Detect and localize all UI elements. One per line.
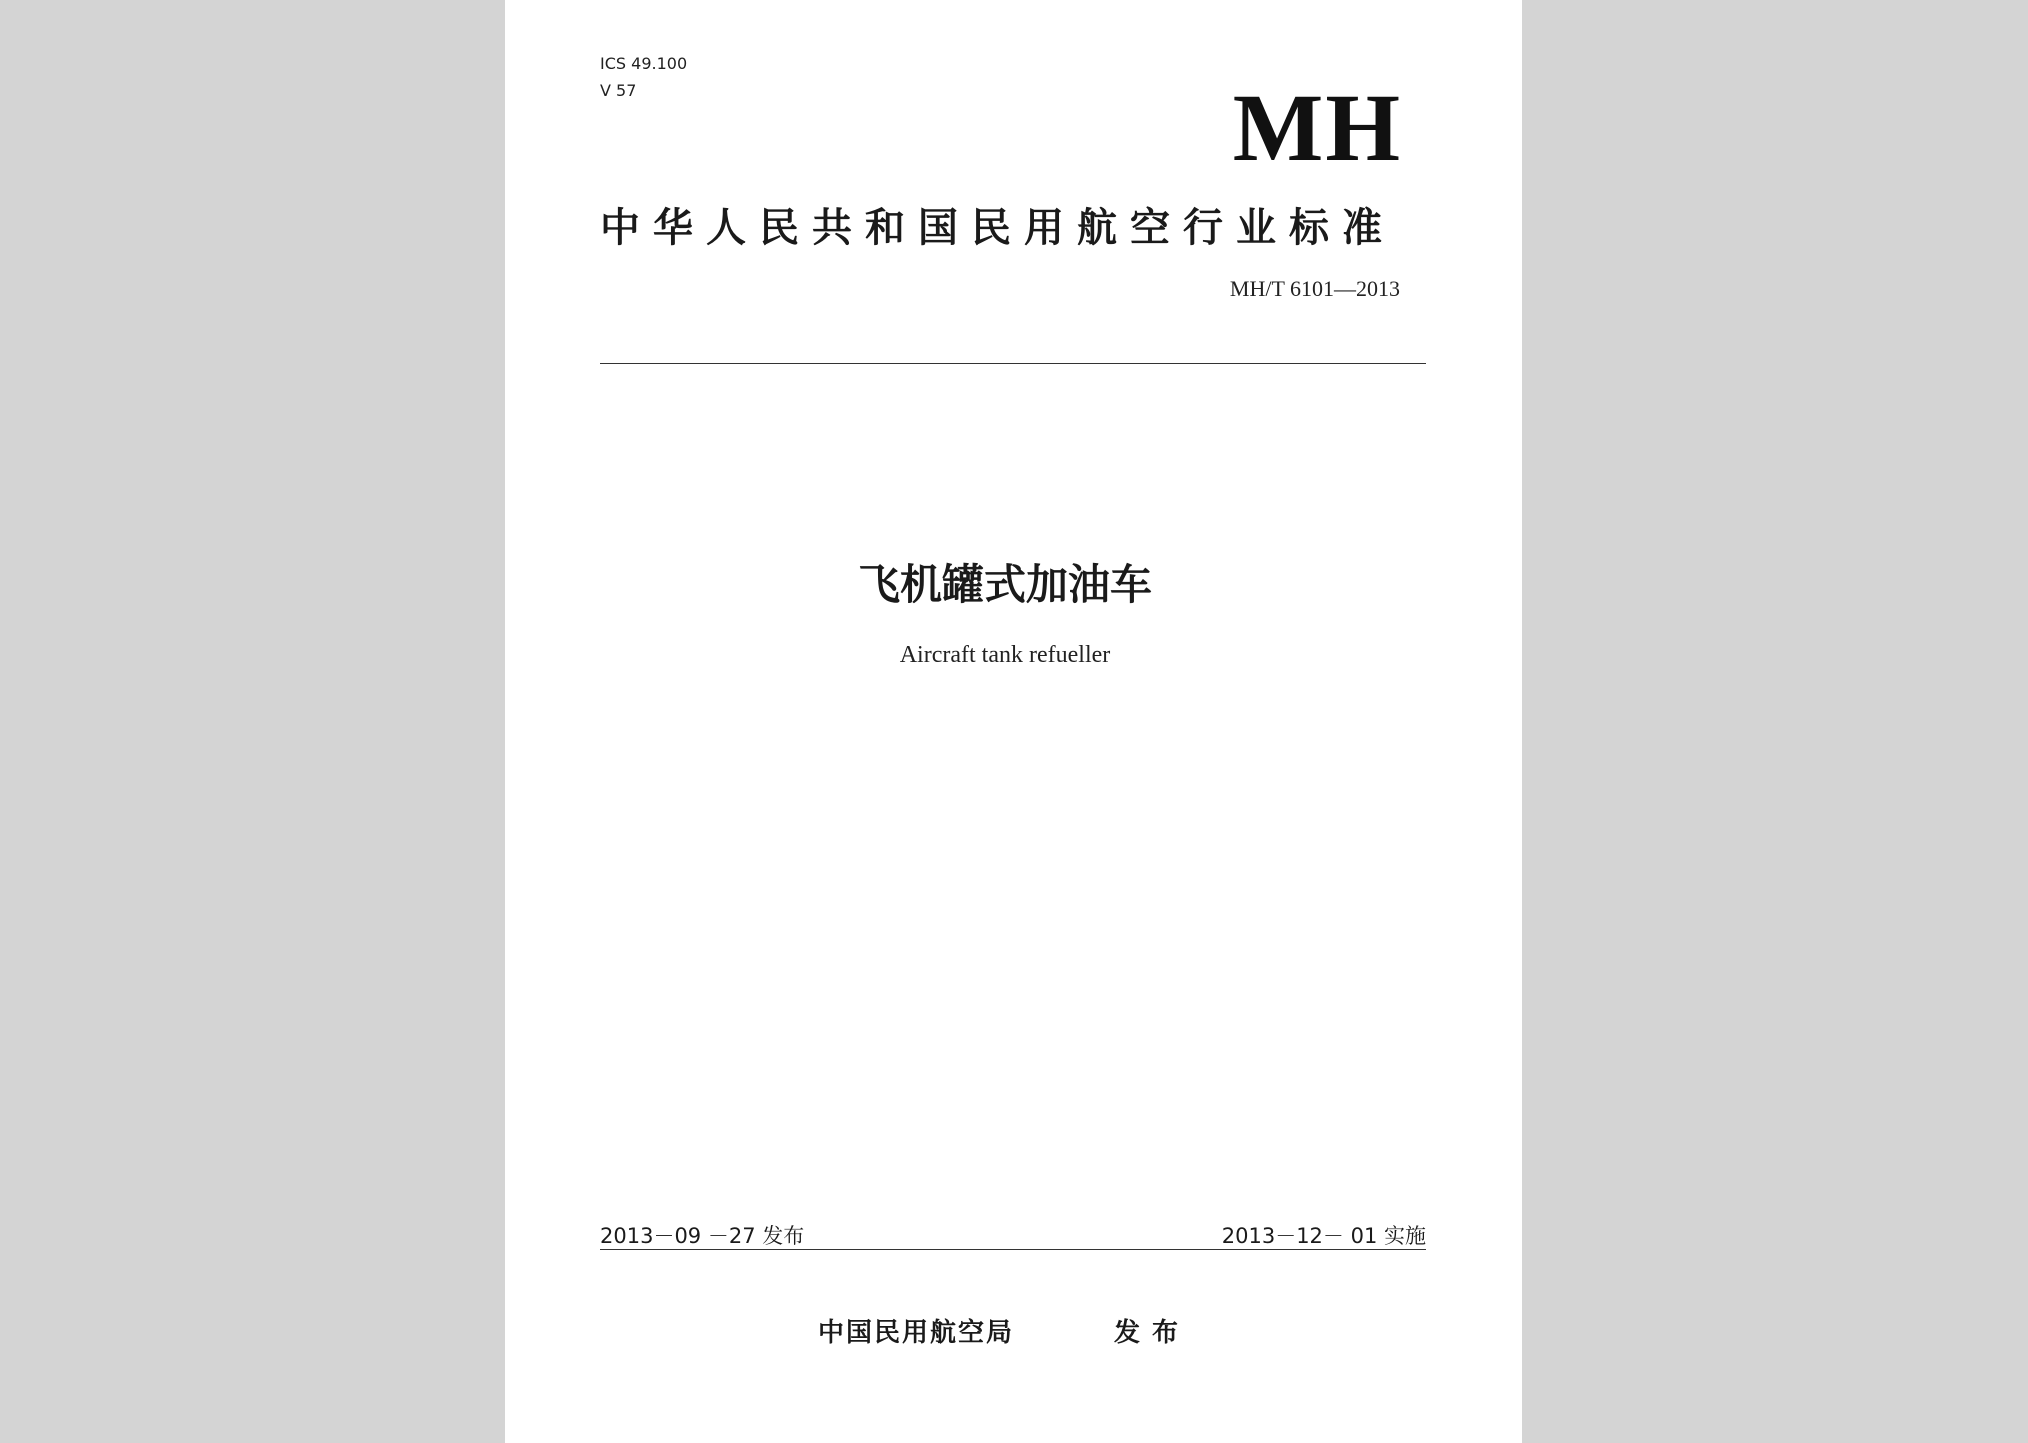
document-page [505, 0, 1522, 1443]
standard-title: 中华人民共和国民用航空行业标准 [600, 205, 1395, 251]
bottom-divider [600, 1249, 1426, 1250]
issue-date: 2013－09 －27 发布 [600, 1224, 805, 1248]
standard-number: MH/T 6101—2013 [1229, 276, 1400, 301]
publisher-action: 发布 [1114, 1318, 1191, 1348]
mh-logo: MH [1232, 74, 1402, 181]
classification-block [600, 50, 687, 104]
publisher-name: 中国民用航空局 [818, 1318, 1015, 1348]
ics-code: ICS 49.100 [600, 54, 688, 73]
document-title-chinese: 飞机罐式加油车 [857, 560, 1152, 609]
ccs-code: V 57 [600, 81, 637, 100]
top-divider [600, 363, 1426, 364]
document-title-english: Aircraft tank refueller [899, 642, 1111, 668]
implementation-date: 2013－12－ 01 实施 [1221, 1224, 1426, 1248]
